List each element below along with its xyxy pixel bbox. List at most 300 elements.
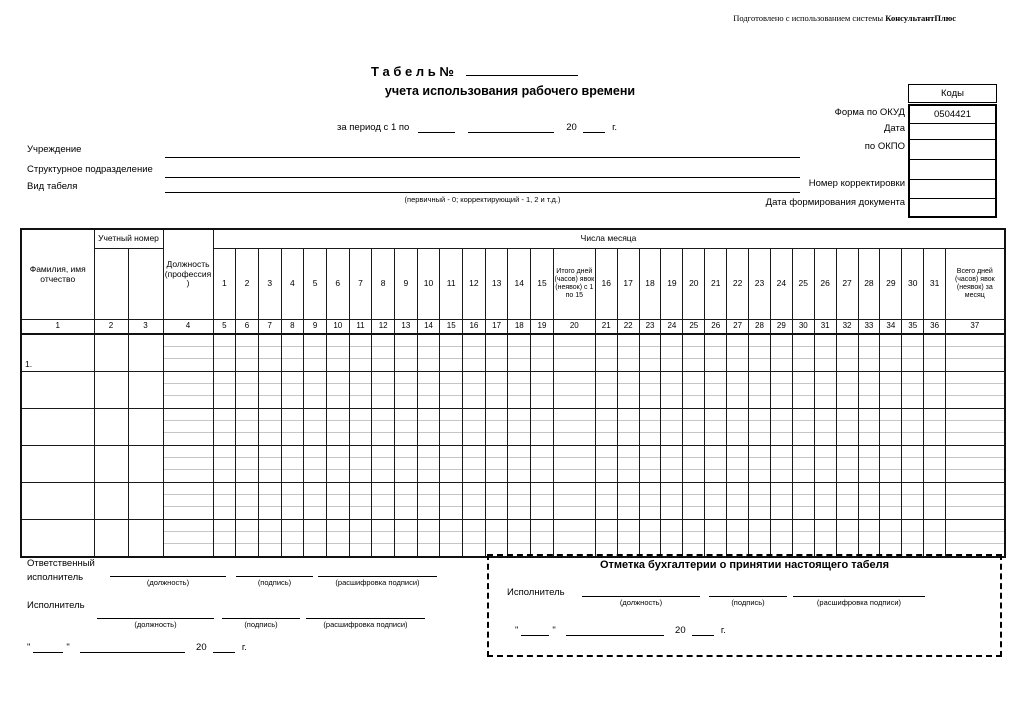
day-mark-cell[interactable] — [814, 483, 836, 520]
day-mark-cell[interactable] — [858, 334, 880, 372]
day-mark-cell[interactable] — [508, 520, 531, 558]
day-mark-cell[interactable] — [661, 446, 683, 483]
day-mark-cell[interactable] — [349, 409, 372, 446]
day-mark-cell[interactable] — [531, 483, 554, 520]
day-mark-cell[interactable] — [924, 334, 946, 372]
column-number-cell: 33 — [858, 320, 880, 335]
sheet-type-note: (первичный - 0; корректирующий - 1, 2 и т.д.) — [404, 195, 561, 204]
signature-blank[interactable] — [318, 560, 437, 577]
day-mark-cell[interactable] — [924, 483, 946, 520]
day-mark-cell[interactable] — [531, 446, 554, 483]
day-mark-cell[interactable] — [639, 334, 661, 372]
responsible-signature-field[interactable] — [236, 560, 313, 587]
day-mark-cell[interactable] — [326, 520, 349, 558]
day-header-cell: 14 — [508, 249, 531, 320]
day-mark-cell[interactable] — [705, 446, 727, 483]
column-number-cell: 24 — [661, 320, 683, 335]
day-mark-cell[interactable] — [372, 483, 395, 520]
day-mark-cell[interactable] — [814, 409, 836, 446]
account-number-cell[interactable] — [94, 483, 128, 520]
day-mark-cell[interactable] — [236, 372, 259, 409]
day-mark-cell[interactable] — [792, 446, 814, 483]
day-mark-cell[interactable] — [213, 372, 236, 409]
day-mark-cell[interactable] — [792, 334, 814, 372]
day-mark-cell[interactable] — [792, 372, 814, 409]
day-mark-cell[interactable] — [281, 520, 304, 558]
day-mark-cell[interactable] — [946, 446, 1005, 483]
day-mark-cell[interactable] — [531, 372, 554, 409]
institution-blank[interactable] — [165, 157, 800, 158]
day-mark-cell[interactable] — [304, 446, 327, 483]
day-mark-cell[interactable] — [770, 334, 792, 372]
accounting-date-line — [515, 624, 726, 636]
day-mark-cell[interactable] — [639, 409, 661, 446]
signature-blank[interactable] — [793, 580, 925, 597]
day-mark-cell[interactable] — [770, 372, 792, 409]
day-mark-cell[interactable] — [749, 409, 771, 446]
day-mark-cell[interactable] — [485, 520, 508, 558]
period-month-blank[interactable] — [468, 121, 554, 133]
header-days-band: Числа месяца — [213, 229, 1005, 249]
day-header-cell: 1 — [213, 249, 236, 320]
account-number-cell[interactable] — [94, 372, 128, 409]
account-subcol — [94, 249, 128, 320]
day-mark-cell[interactable] — [463, 409, 486, 446]
day-mark-cell[interactable] — [617, 446, 639, 483]
day-mark-cell[interactable] — [553, 372, 595, 409]
day-mark-cell[interactable] — [836, 409, 858, 446]
day-mark-cell[interactable] — [553, 334, 595, 372]
day-blank[interactable] — [521, 624, 549, 636]
day-header-cell: 23 — [749, 249, 771, 320]
day-mark-cell[interactable] — [213, 409, 236, 446]
day-mark-cell[interactable] — [553, 483, 595, 520]
day-mark-cell[interactable] — [770, 483, 792, 520]
day-mark-cell[interactable] — [858, 520, 880, 558]
day-mark-cell[interactable] — [372, 446, 395, 483]
signature-blank[interactable] — [236, 560, 313, 577]
day-mark-cell[interactable] — [372, 372, 395, 409]
day-mark-cell[interactable] — [440, 520, 463, 558]
signature-blank[interactable] — [97, 602, 214, 619]
day-mark-cell[interactable] — [417, 334, 440, 372]
day-mark-cell[interactable] — [163, 483, 213, 520]
day-mark-cell[interactable] — [236, 483, 259, 520]
account-number-cell[interactable] — [128, 409, 163, 446]
day-mark-cell[interactable] — [531, 520, 554, 558]
day-mark-cell[interactable] — [508, 409, 531, 446]
day-mark-cell[interactable] — [304, 372, 327, 409]
day-mark-cell[interactable] — [792, 409, 814, 446]
day-mark-cell[interactable] — [595, 483, 617, 520]
day-mark-cell[interactable] — [880, 409, 902, 446]
day-mark-cell[interactable] — [705, 334, 727, 372]
day-mark-cell[interactable] — [304, 520, 327, 558]
account-number-cell[interactable] — [128, 520, 163, 558]
account-number-cell[interactable] — [94, 334, 128, 372]
day-mark-cell[interactable] — [814, 372, 836, 409]
accounting-name-field[interactable] — [793, 580, 925, 607]
day-mark-cell[interactable] — [749, 446, 771, 483]
transcript-caption: (расшифровка подписи) — [323, 620, 408, 629]
day-mark-cell[interactable] — [440, 409, 463, 446]
day-mark-cell[interactable] — [770, 520, 792, 558]
day-mark-cell[interactable] — [372, 334, 395, 372]
day-mark-cell[interactable] — [902, 483, 924, 520]
day-mark-cell[interactable] — [213, 520, 236, 558]
extra-code-cell[interactable] — [910, 160, 995, 180]
day-mark-cell[interactable] — [661, 372, 683, 409]
day-mark-cell[interactable] — [946, 483, 1005, 520]
day-mark-cell[interactable] — [639, 372, 661, 409]
column-number-cell: 2 — [94, 320, 128, 335]
day-mark-cell[interactable] — [508, 483, 531, 520]
day-mark-cell[interactable] — [553, 409, 595, 446]
day-mark-cell[interactable] — [683, 483, 705, 520]
day-mark-cell[interactable] — [946, 372, 1005, 409]
day-mark-cell[interactable] — [349, 334, 372, 372]
day-mark-cell[interactable] — [858, 372, 880, 409]
day-mark-cell[interactable] — [924, 372, 946, 409]
day-mark-cell[interactable] — [595, 520, 617, 558]
day-mark-cell[interactable] — [814, 446, 836, 483]
account-number-cell[interactable] — [128, 372, 163, 409]
day-mark-cell[interactable] — [792, 483, 814, 520]
day-mark-cell[interactable] — [258, 372, 281, 409]
day-mark-cell[interactable] — [749, 372, 771, 409]
day-mark-cell[interactable] — [880, 372, 902, 409]
day-mark-cell[interactable] — [372, 520, 395, 558]
day-mark-cell[interactable] — [553, 520, 595, 558]
day-mark-cell[interactable] — [395, 334, 418, 372]
timesheet-table — [20, 228, 1006, 558]
day-mark-cell[interactable] — [281, 372, 304, 409]
day-mark-cell[interactable] — [661, 520, 683, 558]
day-mark-cell[interactable] — [595, 334, 617, 372]
employee-name-cell[interactable] — [21, 520, 94, 558]
day-mark-cell[interactable] — [258, 409, 281, 446]
column-number-cell: 15 — [440, 320, 463, 335]
position-caption: (должность) — [146, 578, 190, 587]
subtotal-header-cell: Итого дней (часов) явок (неявок) с 1 по 15 — [553, 249, 595, 320]
day-header-cell: 2 — [236, 249, 259, 320]
day-mark-cell[interactable] — [902, 520, 924, 558]
signature-blank[interactable] — [306, 602, 425, 619]
day-mark-cell[interactable] — [770, 409, 792, 446]
executor-signature-field[interactable] — [222, 602, 300, 629]
okpo-code-cell[interactable] — [910, 140, 995, 160]
document-date-code-cell[interactable] — [910, 199, 995, 216]
accounting-position-field[interactable] — [582, 580, 700, 607]
day-mark-cell[interactable] — [617, 409, 639, 446]
day-mark-cell[interactable] — [485, 483, 508, 520]
day-mark-cell[interactable] — [463, 334, 486, 372]
watermark-brand: КонсультантПлюс — [885, 13, 956, 23]
day-mark-cell[interactable] — [617, 520, 639, 558]
accounting-signature-field[interactable] — [709, 580, 787, 607]
day-mark-cell[interactable] — [281, 334, 304, 372]
day-mark-cell[interactable] — [417, 372, 440, 409]
day-mark-cell[interactable] — [372, 409, 395, 446]
day-mark-cell[interactable] — [683, 372, 705, 409]
correction-code-cell[interactable] — [910, 180, 995, 199]
employee-name-cell[interactable] — [21, 483, 94, 520]
day-mark-cell[interactable] — [440, 446, 463, 483]
day-mark-cell[interactable] — [836, 483, 858, 520]
day-mark-cell[interactable] — [163, 409, 213, 446]
day-mark-cell[interactable] — [349, 483, 372, 520]
day-mark-cell[interactable] — [417, 520, 440, 558]
day-mark-cell[interactable] — [836, 520, 858, 558]
day-mark-cell[interactable] — [661, 483, 683, 520]
department-label: Структурное подразделение — [27, 164, 153, 175]
day-mark-cell[interactable] — [705, 409, 727, 446]
day-mark-cell[interactable] — [258, 334, 281, 372]
responsible-position-field[interactable] — [110, 560, 226, 587]
day-mark-cell[interactable] — [946, 334, 1005, 372]
codes-box — [908, 84, 997, 218]
day-header-cell: 22 — [727, 249, 749, 320]
signature-blank[interactable] — [582, 580, 700, 597]
day-mark-cell[interactable] — [258, 483, 281, 520]
day-mark-cell[interactable] — [163, 372, 213, 409]
form-title-line2: учета использования рабочего времени — [384, 84, 636, 98]
day-mark-cell[interactable] — [880, 334, 902, 372]
day-mark-cell[interactable] — [814, 520, 836, 558]
day-mark-cell[interactable] — [281, 446, 304, 483]
day-mark-cell[interactable] — [258, 520, 281, 558]
day-mark-cell[interactable] — [683, 334, 705, 372]
day-mark-cell[interactable] — [902, 334, 924, 372]
day-header-cell: 27 — [836, 249, 858, 320]
day-header-cell: 10 — [417, 249, 440, 320]
day-mark-cell[interactable] — [304, 409, 327, 446]
account-number-cell[interactable] — [94, 520, 128, 558]
day-mark-cell[interactable] — [553, 446, 595, 483]
day-header-cell: 20 — [683, 249, 705, 320]
day-mark-cell[interactable] — [727, 483, 749, 520]
day-mark-cell[interactable] — [304, 483, 327, 520]
day-mark-cell[interactable] — [258, 446, 281, 483]
account-number-cell[interactable] — [94, 409, 128, 446]
day-mark-cell[interactable] — [531, 409, 554, 446]
day-mark-cell[interactable] — [946, 520, 1005, 558]
day-mark-cell[interactable] — [395, 483, 418, 520]
day-mark-cell[interactable] — [705, 483, 727, 520]
column-number-cell: 32 — [836, 320, 858, 335]
column-number-cell: 16 — [463, 320, 486, 335]
day-mark-cell[interactable] — [236, 520, 259, 558]
day-mark-cell[interactable] — [163, 334, 213, 372]
header-account-number: Учетный номер — [94, 229, 163, 249]
timesheet-number-blank[interactable] — [466, 62, 578, 76]
day-mark-cell[interactable] — [417, 483, 440, 520]
day-header-cell: 24 — [770, 249, 792, 320]
day-mark-cell[interactable] — [924, 409, 946, 446]
signature-blank[interactable] — [709, 580, 787, 597]
period-line — [337, 121, 617, 133]
day-mark-cell[interactable] — [661, 409, 683, 446]
day-mark-cell[interactable] — [617, 483, 639, 520]
day-mark-cell[interactable] — [463, 446, 486, 483]
day-mark-cell[interactable] — [417, 446, 440, 483]
day-mark-cell[interactable] — [683, 409, 705, 446]
day-mark-cell[interactable] — [417, 409, 440, 446]
day-mark-cell[interactable] — [880, 483, 902, 520]
day-mark-cell[interactable] — [485, 372, 508, 409]
day-mark-cell[interactable] — [705, 520, 727, 558]
day-mark-cell[interactable] — [595, 409, 617, 446]
day-mark-cell[interactable] — [349, 520, 372, 558]
day-mark-cell[interactable] — [236, 446, 259, 483]
account-number-cell[interactable] — [94, 446, 128, 483]
day-mark-cell[interactable] — [395, 372, 418, 409]
day-mark-cell[interactable] — [213, 446, 236, 483]
day-mark-cell[interactable] — [595, 446, 617, 483]
day-mark-cell[interactable] — [705, 372, 727, 409]
day-mark-cell[interactable] — [792, 520, 814, 558]
executor-name-field[interactable] — [306, 602, 425, 629]
column-number-cell: 1 — [21, 320, 94, 335]
sheet-type-label: Вид табеля — [27, 181, 78, 192]
signature-blank[interactable] — [110, 560, 226, 577]
day-mark-cell[interactable] — [924, 446, 946, 483]
day-mark-cell[interactable] — [440, 483, 463, 520]
day-mark-cell[interactable] — [902, 446, 924, 483]
day-mark-cell[interactable] — [304, 334, 327, 372]
day-mark-cell[interactable] — [595, 372, 617, 409]
day-mark-cell[interactable] — [463, 483, 486, 520]
day-mark-cell[interactable] — [163, 446, 213, 483]
day-mark-cell[interactable] — [727, 520, 749, 558]
employee-name-cell[interactable] — [21, 409, 94, 446]
date-code-cell[interactable] — [910, 124, 995, 140]
day-mark-cell[interactable] — [727, 334, 749, 372]
day-mark-cell[interactable] — [880, 520, 902, 558]
day-mark-cell[interactable] — [639, 483, 661, 520]
day-mark-cell[interactable] — [661, 334, 683, 372]
day-mark-cell[interactable] — [508, 334, 531, 372]
day-mark-cell[interactable] — [508, 446, 531, 483]
day-mark-cell[interactable] — [326, 334, 349, 372]
sheet-type-blank[interactable] — [165, 192, 800, 193]
day-blank[interactable] — [33, 641, 63, 653]
account-number-cell[interactable] — [128, 483, 163, 520]
day-mark-cell[interactable] — [395, 409, 418, 446]
day-mark-cell[interactable] — [395, 520, 418, 558]
transcript-caption: (расшифровка подписи) — [816, 598, 902, 607]
day-mark-cell[interactable] — [440, 334, 463, 372]
employee-name-cell[interactable]: 1. — [21, 334, 94, 372]
day-mark-cell[interactable] — [349, 372, 372, 409]
signature-blank[interactable] — [222, 602, 300, 619]
okud-label: Форма по ОКУД — [834, 107, 905, 118]
month-blank[interactable] — [80, 641, 185, 653]
day-mark-cell[interactable] — [485, 409, 508, 446]
day-mark-cell[interactable] — [236, 334, 259, 372]
day-mark-cell[interactable] — [326, 409, 349, 446]
day-mark-cell[interactable] — [617, 334, 639, 372]
day-header-cell: 6 — [326, 249, 349, 320]
month-blank[interactable] — [566, 624, 664, 636]
day-mark-cell[interactable] — [281, 409, 304, 446]
column-number-cell: 28 — [749, 320, 771, 335]
day-mark-cell[interactable] — [639, 520, 661, 558]
period-day-blank[interactable] — [418, 121, 455, 133]
day-mark-cell[interactable] — [683, 520, 705, 558]
executor-position-field[interactable] — [97, 602, 214, 629]
day-mark-cell[interactable] — [727, 409, 749, 446]
day-mark-cell[interactable] — [749, 520, 771, 558]
day-mark-cell[interactable] — [902, 409, 924, 446]
day-mark-cell[interactable] — [463, 372, 486, 409]
day-mark-cell[interactable] — [902, 372, 924, 409]
day-mark-cell[interactable] — [858, 483, 880, 520]
day-mark-cell[interactable] — [236, 409, 259, 446]
account-number-cell[interactable] — [128, 334, 163, 372]
day-mark-cell[interactable] — [163, 520, 213, 558]
day-mark-cell[interactable] — [880, 446, 902, 483]
day-mark-cell[interactable] — [836, 372, 858, 409]
day-mark-cell[interactable] — [485, 446, 508, 483]
day-mark-cell[interactable] — [617, 372, 639, 409]
column-number-cell: 26 — [705, 320, 727, 335]
employee-row — [21, 372, 1005, 409]
day-header-cell: 5 — [304, 249, 327, 320]
day-mark-cell[interactable] — [836, 446, 858, 483]
day-mark-cell[interactable] — [858, 409, 880, 446]
day-mark-cell[interactable] — [770, 446, 792, 483]
day-mark-cell[interactable] — [727, 446, 749, 483]
day-mark-cell[interactable] — [508, 372, 531, 409]
employee-name-cell[interactable] — [21, 446, 94, 483]
column-number-cell: 17 — [485, 320, 508, 335]
day-mark-cell[interactable] — [727, 372, 749, 409]
day-mark-cell[interactable] — [749, 483, 771, 520]
day-mark-cell[interactable] — [946, 409, 1005, 446]
day-mark-cell[interactable] — [326, 483, 349, 520]
day-mark-cell[interactable] — [326, 446, 349, 483]
day-mark-cell[interactable] — [531, 334, 554, 372]
day-mark-cell[interactable] — [485, 334, 508, 372]
day-mark-cell[interactable] — [213, 483, 236, 520]
day-mark-cell[interactable] — [213, 334, 236, 372]
day-mark-cell[interactable] — [836, 334, 858, 372]
year-blank[interactable] — [213, 641, 235, 653]
signature-caption: (подпись) — [257, 578, 292, 587]
day-header-cell: 4 — [281, 249, 304, 320]
day-mark-cell[interactable] — [281, 483, 304, 520]
account-number-cell[interactable] — [128, 446, 163, 483]
day-mark-cell[interactable] — [326, 372, 349, 409]
day-mark-cell[interactable] — [749, 334, 771, 372]
year-suffix: г. — [720, 625, 726, 636]
day-mark-cell[interactable] — [440, 372, 463, 409]
year-blank[interactable] — [692, 624, 714, 636]
executor-label: Исполнитель — [27, 600, 85, 611]
employee-name-cell[interactable] — [21, 372, 94, 409]
column-number-cell: 18 — [508, 320, 531, 335]
day-mark-cell[interactable] — [814, 334, 836, 372]
day-mark-cell[interactable] — [463, 520, 486, 558]
day-mark-cell[interactable] — [639, 446, 661, 483]
day-mark-cell[interactable] — [349, 446, 372, 483]
day-mark-cell[interactable] — [683, 446, 705, 483]
day-mark-cell[interactable] — [924, 520, 946, 558]
day-mark-cell[interactable] — [395, 446, 418, 483]
responsible-name-field[interactable] — [318, 560, 437, 587]
day-mark-cell[interactable] — [858, 446, 880, 483]
